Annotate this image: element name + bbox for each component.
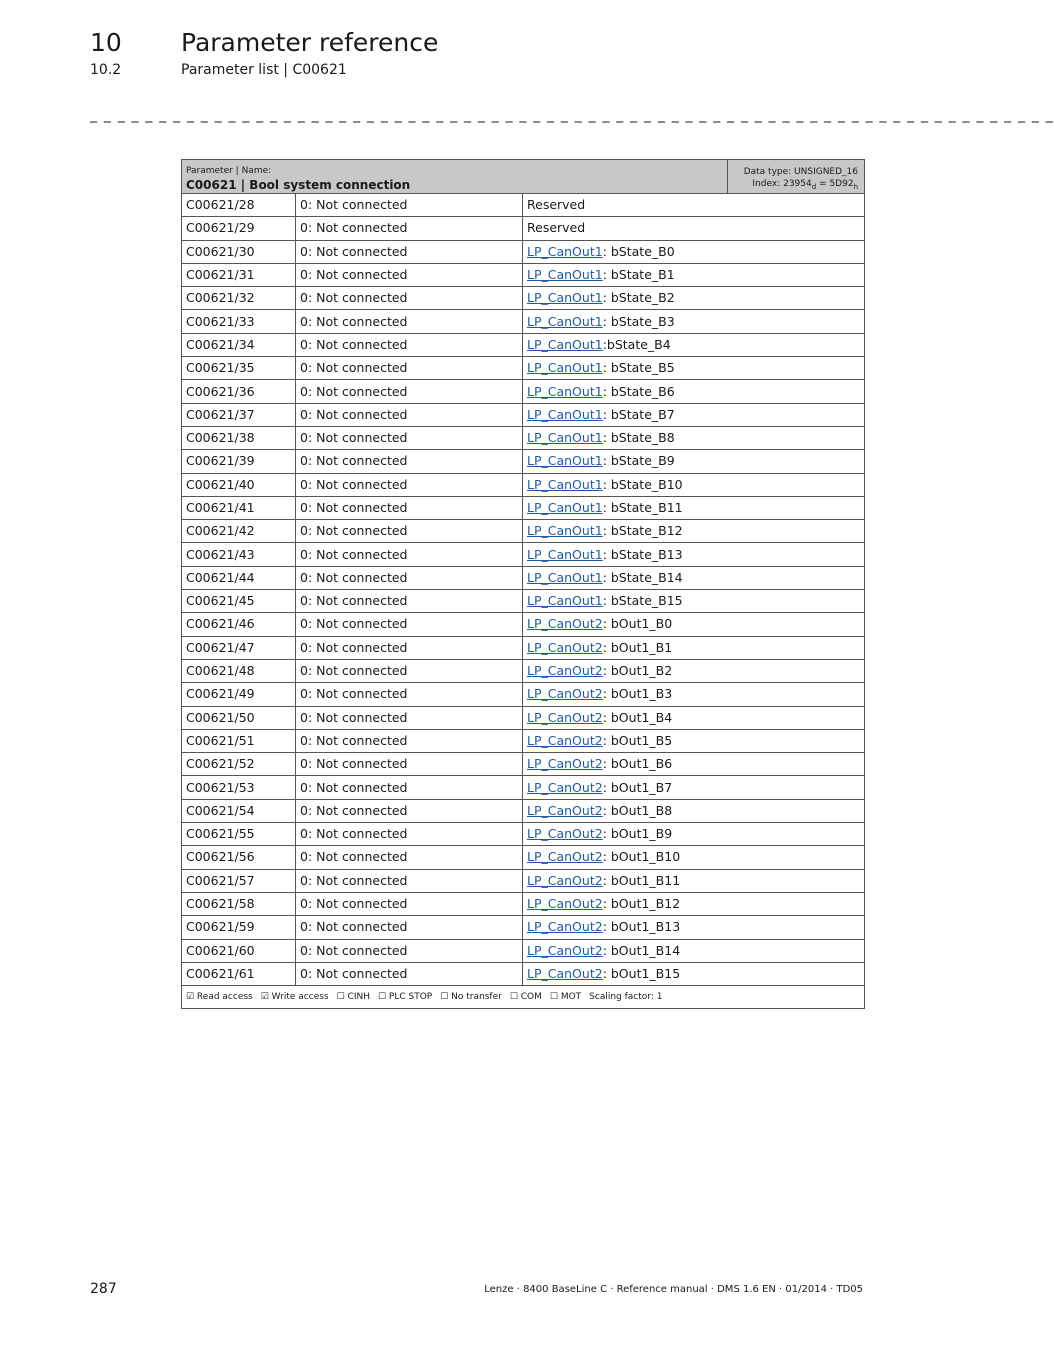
value-cell: 0: Not connected <box>296 520 523 543</box>
signal-link[interactable]: LP_CanOut1 <box>527 453 603 469</box>
parameter-name: C00621 | Bool system connection <box>186 178 411 192</box>
signal-name: : bState_B7 <box>602 406 675 422</box>
value-cell: 0: Not connected <box>296 776 523 799</box>
signal-cell <box>523 613 865 636</box>
table-row <box>182 590 865 613</box>
signal-cell <box>523 846 865 869</box>
signal-cell <box>523 380 865 403</box>
page-number: 287 <box>90 1281 117 1297</box>
signal-link[interactable]: LP_CanOut1 <box>527 406 603 422</box>
table-row <box>182 357 865 380</box>
signal-link[interactable]: LP_CanOut2 <box>527 826 603 842</box>
signal-name: Reserved <box>527 197 586 213</box>
signal-link[interactable]: LP_CanOut1 <box>527 569 603 585</box>
subcode-cell: C00621/45 <box>182 590 296 613</box>
signal-link[interactable]: LP_CanOut2 <box>527 709 603 725</box>
value-cell: 0: Not connected <box>296 613 523 636</box>
chapter-number: 10 <box>90 28 122 57</box>
data-type: Data type: UNSIGNED_16 <box>743 167 858 177</box>
signal-name: : bOut1_B1 <box>602 639 673 655</box>
subcode-cell: C00621/53 <box>182 776 296 799</box>
table-header-row <box>182 160 865 194</box>
signal-cell <box>523 776 865 799</box>
signal-name: : bState_B13 <box>602 546 683 562</box>
value-cell: 0: Not connected <box>296 916 523 939</box>
subcode-cell: C00621/41 <box>182 496 296 519</box>
subcode-cell: C00621/46 <box>182 613 296 636</box>
table-row <box>182 846 865 869</box>
signal-name: Reserved <box>527 220 586 236</box>
subcode-cell: C00621/39 <box>182 450 296 473</box>
signal-cell <box>523 310 865 333</box>
table-row <box>182 380 865 403</box>
signal-cell <box>523 753 865 776</box>
signal-link[interactable]: LP_CanOut2 <box>527 942 603 958</box>
table-row <box>182 776 865 799</box>
subcode-cell: C00621/59 <box>182 916 296 939</box>
subcode-cell: C00621/56 <box>182 846 296 869</box>
signal-name: : bOut1_B13 <box>602 919 681 935</box>
value-cell: 0: Not connected <box>296 846 523 869</box>
signal-name: : bOut1_B14 <box>602 942 681 958</box>
subcode-cell: C00621/51 <box>182 729 296 752</box>
signal-name: : bOut1_B2 <box>602 663 673 679</box>
signal-cell <box>523 520 865 543</box>
signal-name: : bOut1_B12 <box>602 896 681 912</box>
table-row <box>182 823 865 846</box>
signal-cell <box>523 543 865 566</box>
signal-cell <box>523 939 865 962</box>
signal-cell <box>523 450 865 473</box>
signal-cell <box>523 194 865 217</box>
signal-link[interactable]: LP_CanOut2 <box>527 756 603 772</box>
value-cell: 0: Not connected <box>296 217 523 240</box>
value-cell: 0: Not connected <box>296 426 523 449</box>
value-cell: 0: Not connected <box>296 380 523 403</box>
signal-link[interactable]: LP_CanOut1 <box>527 546 603 562</box>
table-row <box>182 473 865 496</box>
subcode-cell: C00621/37 <box>182 403 296 426</box>
parameter-table <box>181 159 865 1009</box>
table-row <box>182 310 865 333</box>
signal-name: : bState_B6 <box>602 383 675 399</box>
table-row <box>182 799 865 822</box>
subcode-cell: C00621/47 <box>182 636 296 659</box>
signal-cell <box>523 566 865 589</box>
value-cell: 0: Not connected <box>296 263 523 286</box>
signal-cell <box>523 473 865 496</box>
document-info: Lenze · 8400 BaseLine C · Reference manual · DMS 1.6 EN · 01/2014 · TD05 <box>484 1284 863 1295</box>
signal-name: : bState_B15 <box>602 593 683 609</box>
subcode-cell: C00621/52 <box>182 753 296 776</box>
subcode-cell: C00621/36 <box>182 380 296 403</box>
subcode-cell: C00621/44 <box>182 566 296 589</box>
attribute-item: ☐ PLC STOP <box>378 992 433 1003</box>
signal-link[interactable]: LP_CanOut1 <box>527 313 603 329</box>
signal-link[interactable]: LP_CanOut2 <box>527 732 603 748</box>
signal-cell <box>523 729 865 752</box>
signal-cell <box>523 892 865 915</box>
signal-link[interactable]: LP_CanOut1 <box>527 336 603 352</box>
subcode-cell: C00621/49 <box>182 683 296 706</box>
subcode-cell: C00621/40 <box>182 473 296 496</box>
signal-link[interactable]: LP_CanOut2 <box>527 919 603 935</box>
value-cell: 0: Not connected <box>296 333 523 356</box>
signal-name: : bState_B14 <box>602 569 683 585</box>
table-row <box>182 916 865 939</box>
index-value: Index: $23954_d = 5D92_h$ <box>752 179 858 191</box>
signal-link[interactable]: LP_CanOut1 <box>527 500 603 515</box>
signal-name: : bOut1_B5 <box>602 732 673 748</box>
signal-cell <box>523 496 865 519</box>
value-cell: 0: Not connected <box>296 869 523 892</box>
table-row <box>182 450 865 473</box>
subcode-cell: C00621/60 <box>182 939 296 962</box>
signal-link[interactable]: LP_CanOut2 <box>527 802 603 818</box>
table-row <box>182 543 865 566</box>
signal-cell <box>523 590 865 613</box>
table-row <box>182 892 865 915</box>
signal-name: : bState_B9 <box>602 453 675 469</box>
signal-link[interactable]: LP_CanOut2 <box>527 616 603 632</box>
value-cell: 0: Not connected <box>296 496 523 519</box>
value-cell: 0: Not connected <box>296 590 523 613</box>
signal-name: : bState_B8 <box>602 430 675 446</box>
subcode-cell: C00621/61 <box>182 962 296 985</box>
attribute-item: ☑ Write access <box>260 992 329 1003</box>
signal-name: :bState_B4 <box>602 336 671 352</box>
table-row <box>182 566 865 589</box>
subcode-cell: C00621/55 <box>182 823 296 846</box>
signal-cell <box>523 240 865 263</box>
subcode-cell: C00621/42 <box>182 520 296 543</box>
signal-name: : bOut1_B11 <box>602 872 681 888</box>
subcode-cell: C00621/54 <box>182 799 296 822</box>
table-row <box>182 613 865 636</box>
signal-link[interactable]: LP_CanOut1 <box>527 290 603 306</box>
signal-cell <box>523 426 865 449</box>
signal-cell <box>523 357 865 380</box>
signal-link[interactable]: LP_CanOut2 <box>527 965 603 981</box>
subcode-cell: C00621/34 <box>182 333 296 356</box>
subcode-cell: C00621/33 <box>182 310 296 333</box>
value-cell: 0: Not connected <box>296 892 523 915</box>
signal-cell <box>523 333 865 356</box>
signal-name: : bState_B10 <box>602 476 683 492</box>
table-row <box>182 240 865 263</box>
value-cell: 0: Not connected <box>296 287 523 310</box>
signal-name: : bState_B5 <box>602 360 675 376</box>
signal-cell <box>523 287 865 310</box>
subcode-cell: C00621/35 <box>182 357 296 380</box>
signal-name: : bOut1_B8 <box>602 802 673 818</box>
attribute-item: Scaling factor: 1 <box>589 992 663 1003</box>
value-cell: 0: Not connected <box>296 939 523 962</box>
separator-line: _ _ _ _ _ _ _ _ _ _ _ _ _ _ _ _ _ _ _ _ _ _ _ _ _ _ _ _ _ _ _ _ _ _ _ _ _ _ _ _ _ _ _ _ _ _ _ _ _ _ _ _ _ _ _ _ _ _ _ _ _ _ _ _ _ _ _ _ _ _ <box>90 107 1054 123</box>
value-cell: 0: Not connected <box>296 357 523 380</box>
attribute-item: ☐ COM <box>509 992 542 1003</box>
value-cell: 0: Not connected <box>296 706 523 729</box>
section-title: Parameter list | C00621 <box>181 62 347 78</box>
table-row <box>182 333 865 356</box>
signal-link[interactable]: LP_CanOut1 <box>527 430 603 446</box>
attribute-item: ☐ No transfer <box>440 992 502 1003</box>
signal-link[interactable]: LP_CanOut2 <box>527 663 603 679</box>
header-label: Parameter | Name: <box>186 166 272 176</box>
signal-cell <box>523 799 865 822</box>
signal-cell <box>523 706 865 729</box>
table-row <box>182 939 865 962</box>
table-row <box>182 403 865 426</box>
signal-cell <box>523 403 865 426</box>
attribute-item: ☐ CINH <box>336 992 370 1003</box>
signal-cell <box>523 683 865 706</box>
table-row <box>182 659 865 682</box>
signal-cell <box>523 217 865 240</box>
section-number: 10.2 <box>90 62 122 78</box>
value-cell: 0: Not connected <box>296 636 523 659</box>
signal-name: : bOut1_B10 <box>602 849 681 865</box>
signal-name: : bOut1_B7 <box>602 779 673 795</box>
value-cell: 0: Not connected <box>296 823 523 846</box>
value-cell: 0: Not connected <box>296 543 523 566</box>
signal-name: : bState_B3 <box>602 313 675 329</box>
header-name-cell <box>182 160 728 194</box>
value-cell: 0: Not connected <box>296 310 523 333</box>
signal-name: : bState_B1 <box>602 267 675 283</box>
value-cell: 0: Not connected <box>296 659 523 682</box>
value-cell: 0: Not connected <box>296 799 523 822</box>
signal-link[interactable]: LP_CanOut1 <box>527 523 603 539</box>
signal-name: : bOut1_B4 <box>602 709 673 725</box>
subcode-cell: C00621/48 <box>182 659 296 682</box>
signal-link[interactable]: LP_CanOut2 <box>527 849 603 865</box>
value-cell: 0: Not connected <box>296 753 523 776</box>
value-cell: 0: Not connected <box>296 683 523 706</box>
subcode-cell: C00621/30 <box>182 240 296 263</box>
signal-name: : bOut1_B3 <box>602 686 673 702</box>
table-row <box>182 194 865 217</box>
signal-link[interactable]: LP_CanOut1 <box>527 243 603 259</box>
header-type-cell <box>728 160 865 194</box>
signal-name: : bState_B12 <box>602 523 683 539</box>
value-cell: 0: Not connected <box>296 240 523 263</box>
subcode-cell: C00621/43 <box>182 543 296 566</box>
signal-name: : bState_B11 <box>602 500 683 515</box>
chapter-title: Parameter reference <box>181 28 439 57</box>
signal-link[interactable]: LP_CanOut2 <box>527 872 603 888</box>
subcode-cell: C00621/29 <box>182 217 296 240</box>
signal-link[interactable]: LP_CanOut2 <box>527 686 603 702</box>
value-cell: 0: Not connected <box>296 194 523 217</box>
subcode-cell: C00621/28 <box>182 194 296 217</box>
signal-link[interactable]: LP_CanOut1 <box>527 267 603 283</box>
subcode-cell: C00621/31 <box>182 263 296 286</box>
value-cell: 0: Not connected <box>296 729 523 752</box>
table-row <box>182 496 865 519</box>
signal-link[interactable]: LP_CanOut2 <box>527 779 603 795</box>
table-row <box>182 520 865 543</box>
signal-link[interactable]: LP_CanOut1 <box>527 360 603 376</box>
signal-cell <box>523 823 865 846</box>
table-row <box>182 636 865 659</box>
value-cell: 0: Not connected <box>296 962 523 985</box>
signal-name: : bOut1_B9 <box>602 826 673 842</box>
table-row <box>182 287 865 310</box>
signal-link[interactable]: LP_CanOut1 <box>527 593 603 609</box>
value-cell: 0: Not connected <box>296 450 523 473</box>
signal-cell <box>523 962 865 985</box>
subcode-cell: C00621/38 <box>182 426 296 449</box>
table-row <box>182 706 865 729</box>
signal-cell <box>523 659 865 682</box>
table-row <box>182 217 865 240</box>
table-row <box>182 962 865 985</box>
signal-name: : bOut1_B0 <box>602 616 673 632</box>
signal-cell <box>523 916 865 939</box>
value-cell: 0: Not connected <box>296 403 523 426</box>
table-row <box>182 683 865 706</box>
subcode-cell: C00621/57 <box>182 869 296 892</box>
subcode-cell: C00621/58 <box>182 892 296 915</box>
signal-cell <box>523 636 865 659</box>
table-row <box>182 753 865 776</box>
signal-name: : bState_B2 <box>602 290 675 306</box>
signal-link[interactable]: LP_CanOut1 <box>527 383 603 399</box>
signal-name: : bState_B0 <box>602 243 675 259</box>
signal-cell <box>523 869 865 892</box>
value-cell: 0: Not connected <box>296 566 523 589</box>
attribute-item: ☑ Read access <box>186 992 253 1003</box>
table-row <box>182 729 865 752</box>
table-row <box>182 869 865 892</box>
value-cell: 0: Not connected <box>296 473 523 496</box>
signal-name: : bOut1_B15 <box>602 965 681 981</box>
subcode-cell: C00621/50 <box>182 706 296 729</box>
signal-cell <box>523 263 865 286</box>
signal-name: : bOut1_B6 <box>602 756 673 772</box>
signal-link[interactable]: LP_CanOut2 <box>527 639 603 655</box>
subcode-cell: C00621/32 <box>182 287 296 310</box>
attributes-cell <box>182 986 865 1009</box>
table-row <box>182 426 865 449</box>
signal-link[interactable]: LP_CanOut2 <box>527 896 603 912</box>
table-row <box>182 263 865 286</box>
signal-link[interactable]: LP_CanOut1 <box>527 476 603 492</box>
attributes-row <box>182 986 865 1009</box>
attribute-item: ☐ MOT <box>549 992 582 1003</box>
